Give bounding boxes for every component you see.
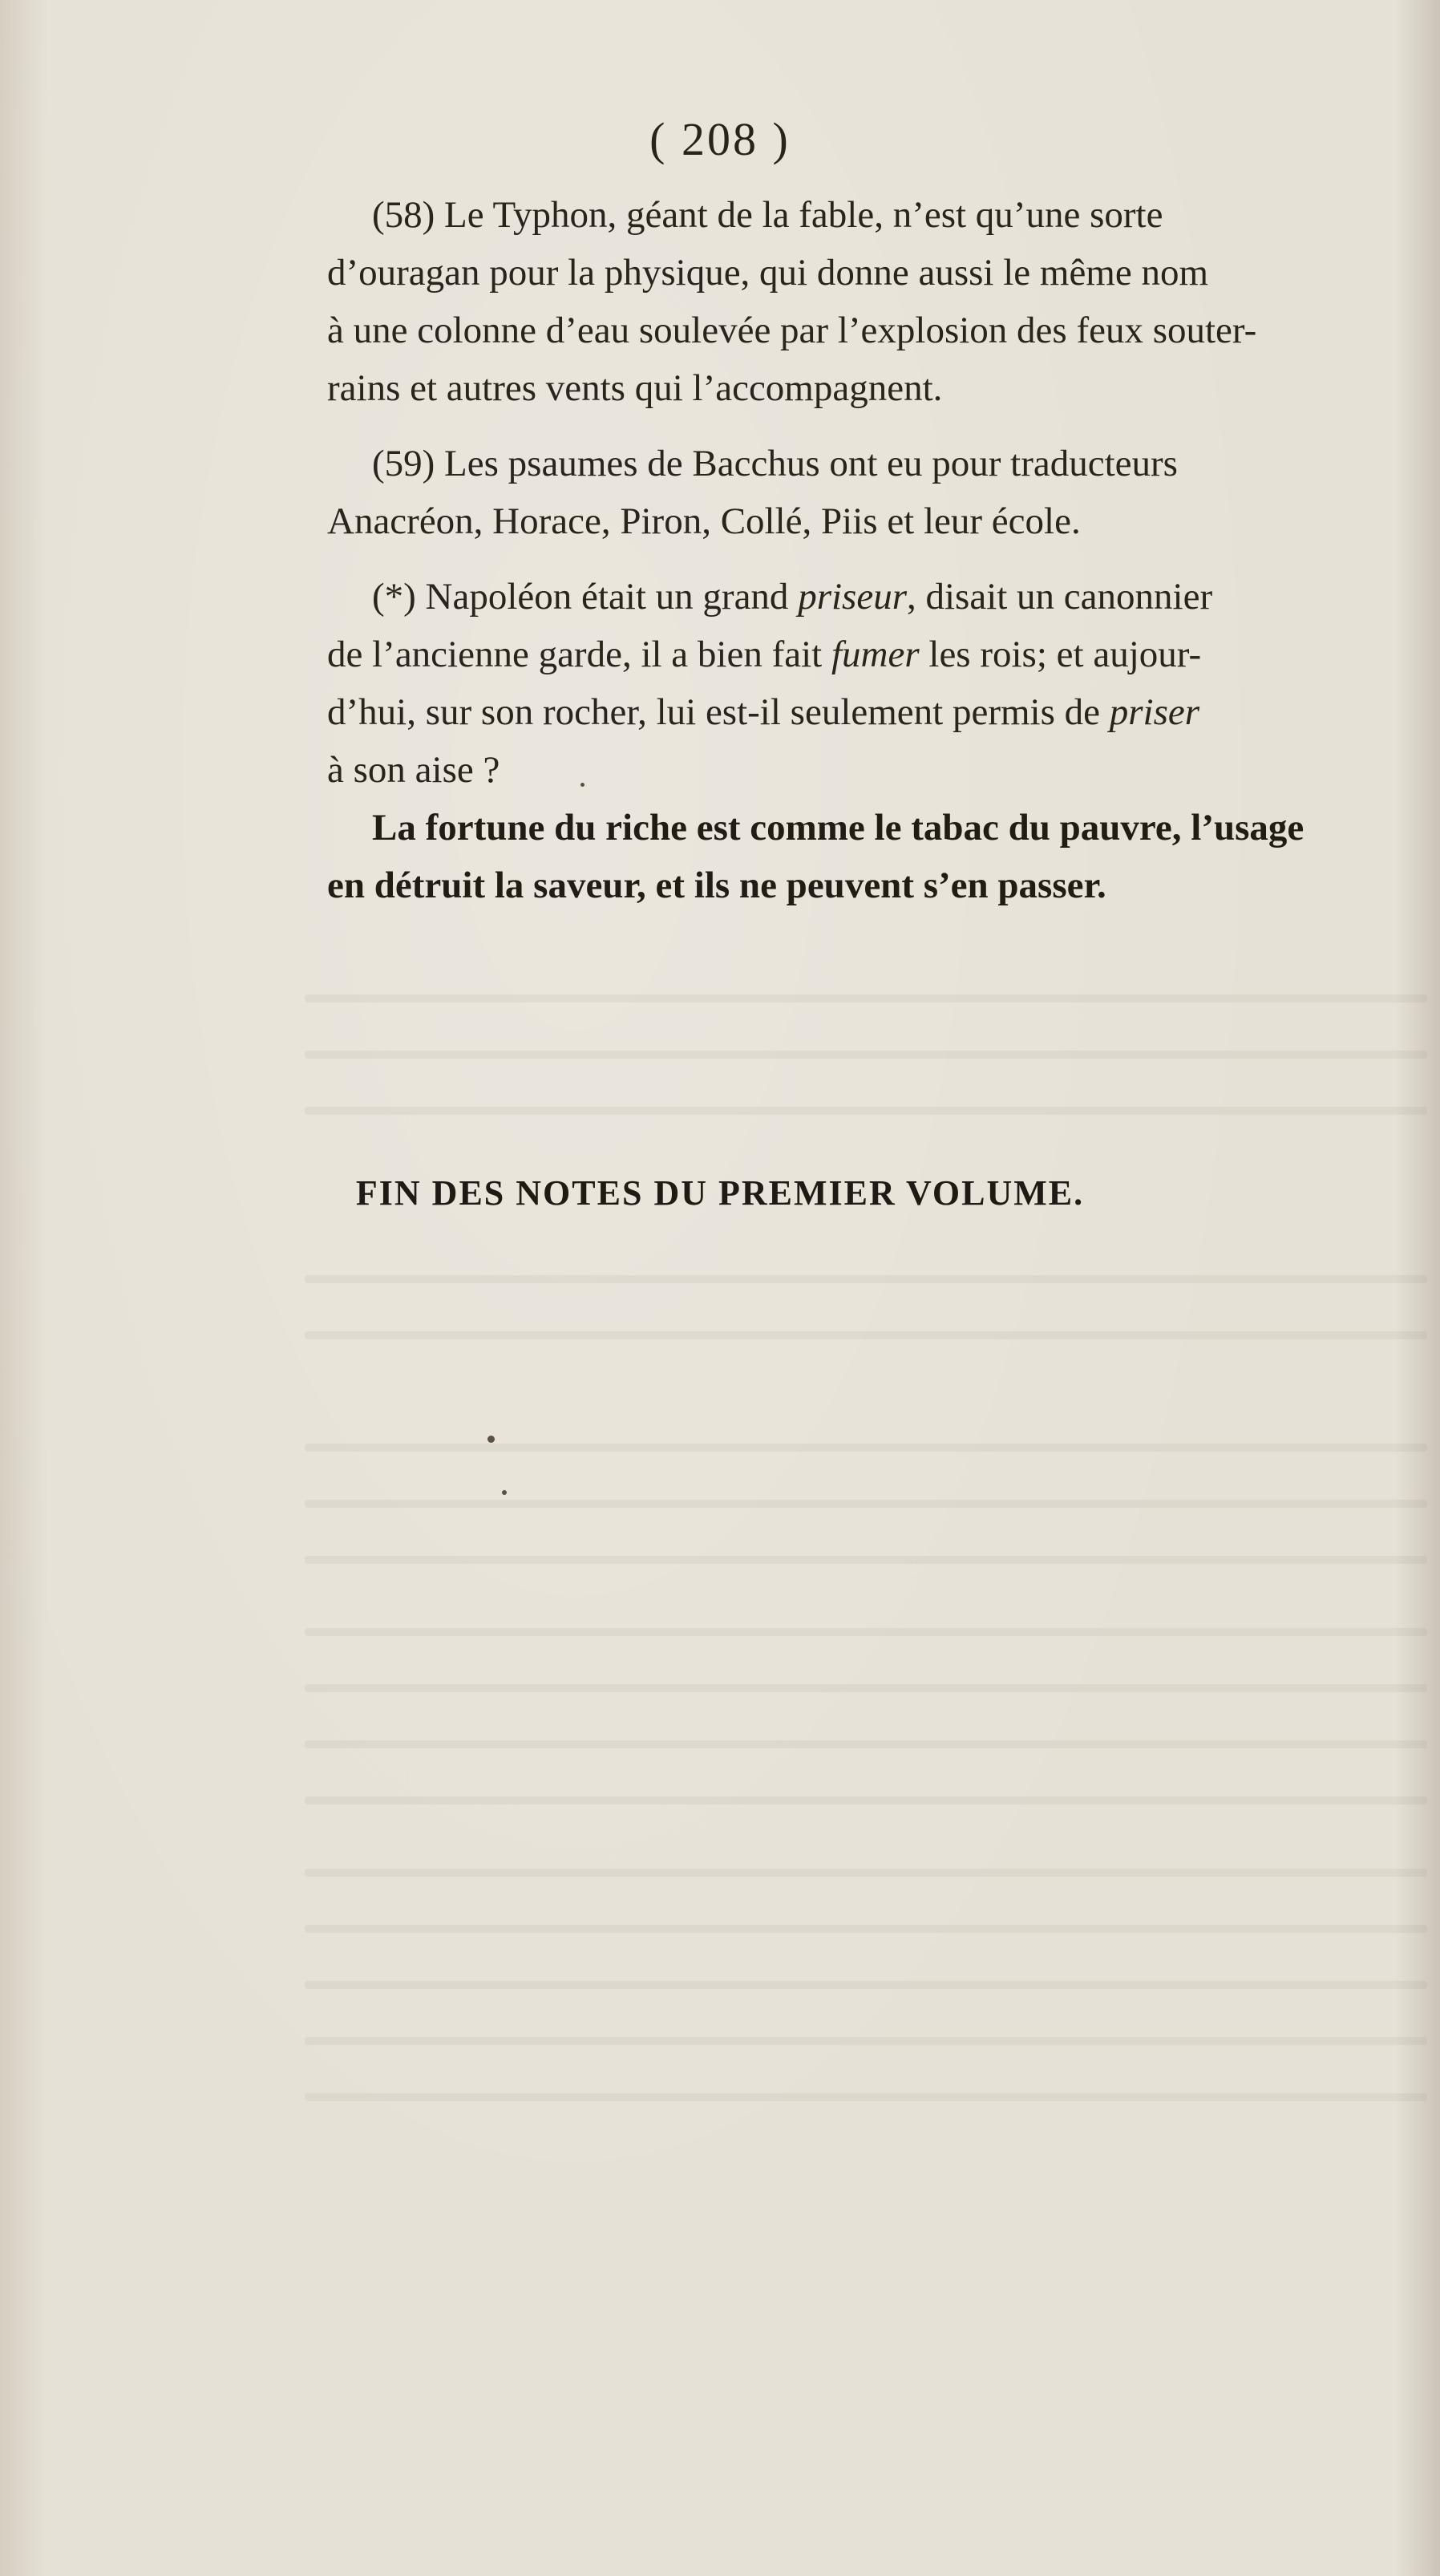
- paragraph-gap: [327, 417, 1424, 435]
- note-line: d’ouragan pour la physique, qui donne aussi le même nom: [327, 252, 1209, 294]
- note-line: rains et autres vents qui l’accompagnent.: [327, 367, 943, 409]
- notes-body: [327, 186, 1424, 914]
- italic-word: priseur: [798, 576, 907, 618]
- bleed-through-line: [305, 2093, 1427, 2101]
- bleed-through-line: [305, 1796, 1427, 1804]
- bleed-through-line: [305, 994, 1427, 1002]
- bleed-through-line: [305, 1275, 1427, 1283]
- italic-word: fumer: [831, 634, 920, 675]
- note-line: Anacréon, Horace, Piron, Collé, Piis et leur école.: [327, 500, 1081, 542]
- maxim-line: La fortune du riche est comme le tabac du pauvre, l’usage: [372, 807, 1304, 849]
- note-line: à son aise ?: [327, 749, 500, 791]
- note-line: [327, 683, 1424, 741]
- maxim: [327, 799, 1424, 914]
- bleed-through-line: [305, 1331, 1427, 1339]
- note-text: les rois; et aujour-: [919, 634, 1202, 675]
- bleed-through-line: [305, 1444, 1427, 1452]
- bleed-through-line: [305, 1981, 1427, 1989]
- note-napoleon: [327, 568, 1424, 799]
- ink-speck: [487, 1436, 495, 1443]
- italic-word: priser: [1109, 691, 1200, 733]
- bleed-through-line: [305, 1051, 1427, 1059]
- note-text: , disait un canonnier: [906, 576, 1213, 618]
- bleed-through-line: [305, 1740, 1427, 1748]
- note-line: (58) Le Typhon, géant de la fable, n’est qu’une sorte: [372, 194, 1163, 236]
- bleed-through-line: [305, 1628, 1427, 1636]
- note-text: de l’ancienne garde, il a bien fait: [327, 634, 831, 675]
- note-line: [327, 626, 1424, 683]
- page-number: ( 208 ): [649, 113, 791, 165]
- ink-speck: [502, 1490, 507, 1495]
- note-line: (59) Les psaumes de Bacchus ont eu pour traducteurs: [372, 443, 1178, 484]
- bleed-through-line: [305, 1107, 1427, 1115]
- end-of-notes-title: FIN DES NOTES DU PREMIER VOLUME.: [355, 1173, 1085, 1213]
- bleed-through-line: [305, 1684, 1427, 1692]
- paragraph-gap: [327, 550, 1424, 568]
- bleed-through-line: [305, 1500, 1427, 1508]
- maxim-line: en détruit la saveur, et ils ne peuvent s’en passer.: [327, 865, 1106, 906]
- bleed-through-line: [305, 1556, 1427, 1564]
- note-line: [327, 568, 1424, 626]
- note-58: [327, 186, 1424, 417]
- bleed-through-line: [305, 1869, 1427, 1877]
- note-text: d’hui, sur son rocher, lui est-il seulement permis de: [327, 691, 1110, 733]
- bleed-through-line: [305, 1925, 1427, 1933]
- note-line: à une colonne d’eau soulevée par l’explosion des feux souter-: [327, 310, 1257, 351]
- note-text: (*) Napoléon était un grand: [372, 576, 799, 618]
- note-59: [327, 435, 1424, 550]
- bleed-through-line: [305, 2037, 1427, 2045]
